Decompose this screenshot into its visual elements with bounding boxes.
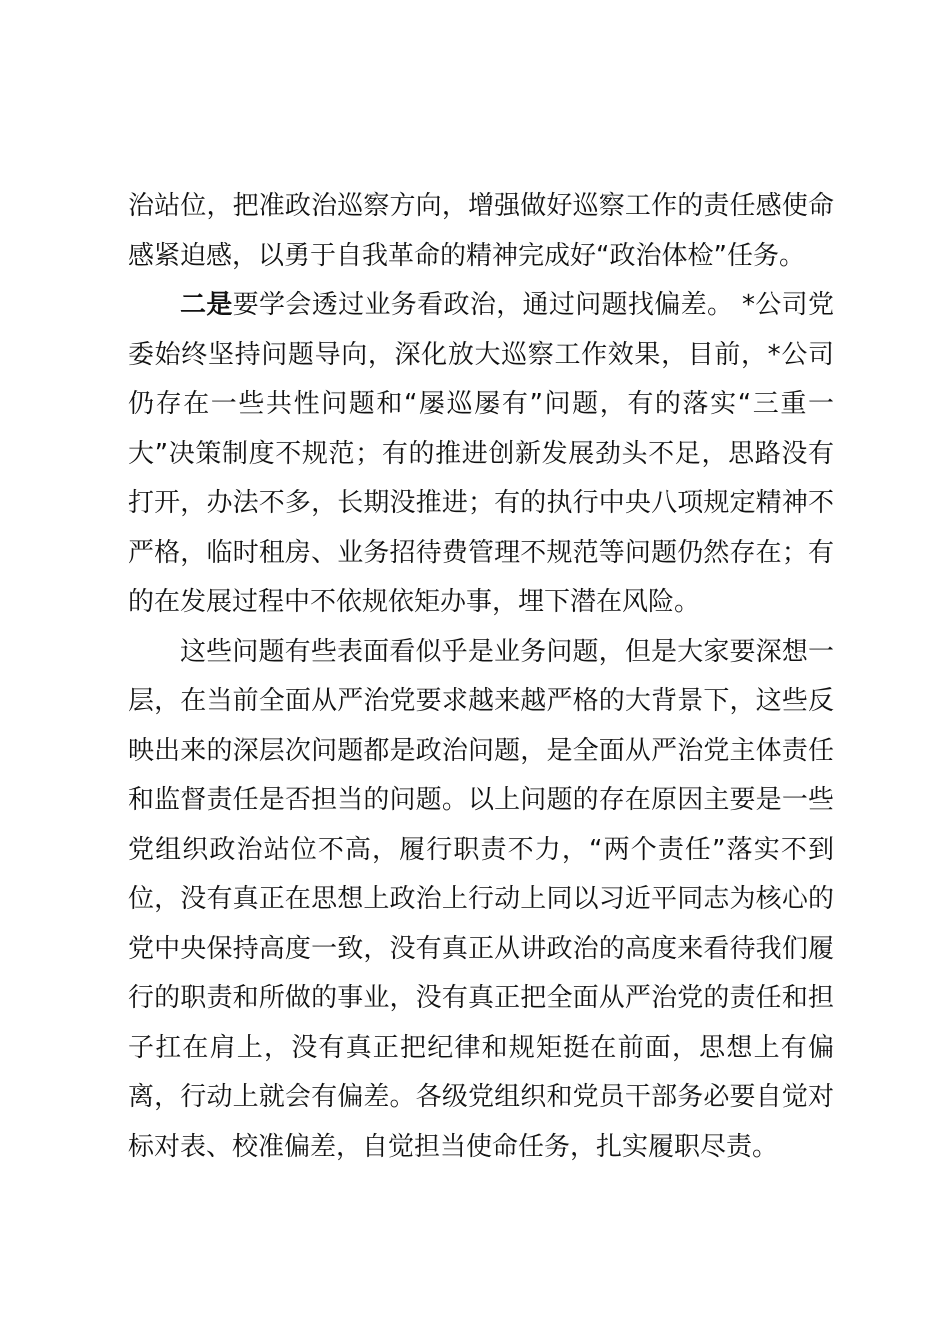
paragraph-lead: 二是 <box>180 290 233 320</box>
paragraph-text: 这些问题有些表面看似乎是业务问题，但是大家要深想一层，在当前全面从严治党要求越来越严格的大背景下，这些反映出来的深层次问题都是政治问题，是全面从严治党主体责任和监督责任是否担当的问题。以上问题的存在原因主要是一些党组织政治站位不高，履行职责不力，“两个责任”落实不到位，没有真正在思想上政治上行动上同以习近平同志为核心的党中央保持高度一致，没有真正从讲政治的高度来看待我们履行的职责和所做的事业，没有真正把全面从严治党的责任和担子扛在肩上，没有真正把纪律和规矩挺在前面，思想上有偏离，行动上就会有偏差。各级党组织和党员干部务必要自觉对标对表、校准偏差，自觉担当使命任务，扎实履职尽责。 <box>128 636 834 1162</box>
paragraph-continuation <box>128 182 834 281</box>
paragraph-point-two <box>128 281 834 628</box>
paragraph-text: 要学会透过业务看政治，通过问题找偏差。 *公司党委始终坚持问题导向，深化放大巡察工作效果，目前，*公司仍存在一些共性问题和“屡巡屡有”问题，有的落实“三重一大”决策制度不规范；有的推进创新发展劲头不足，思路没有打开，办法不多，长期没推进；有的执行中央八项规定精神不严格，临时租房、业务招待费管理不规范等问题仍然存在；有的在发展过程中不依规依矩办事，埋下潜在风险。 <box>128 290 834 617</box>
paragraph-text: 治站位，把准政治巡察方向，增强做好巡察工作的责任感使命感紧迫感，以勇于自我革命的精神完成好“政治体检”任务。 <box>128 191 834 271</box>
paragraph-analysis <box>128 628 834 1173</box>
document-body <box>128 182 834 1172</box>
